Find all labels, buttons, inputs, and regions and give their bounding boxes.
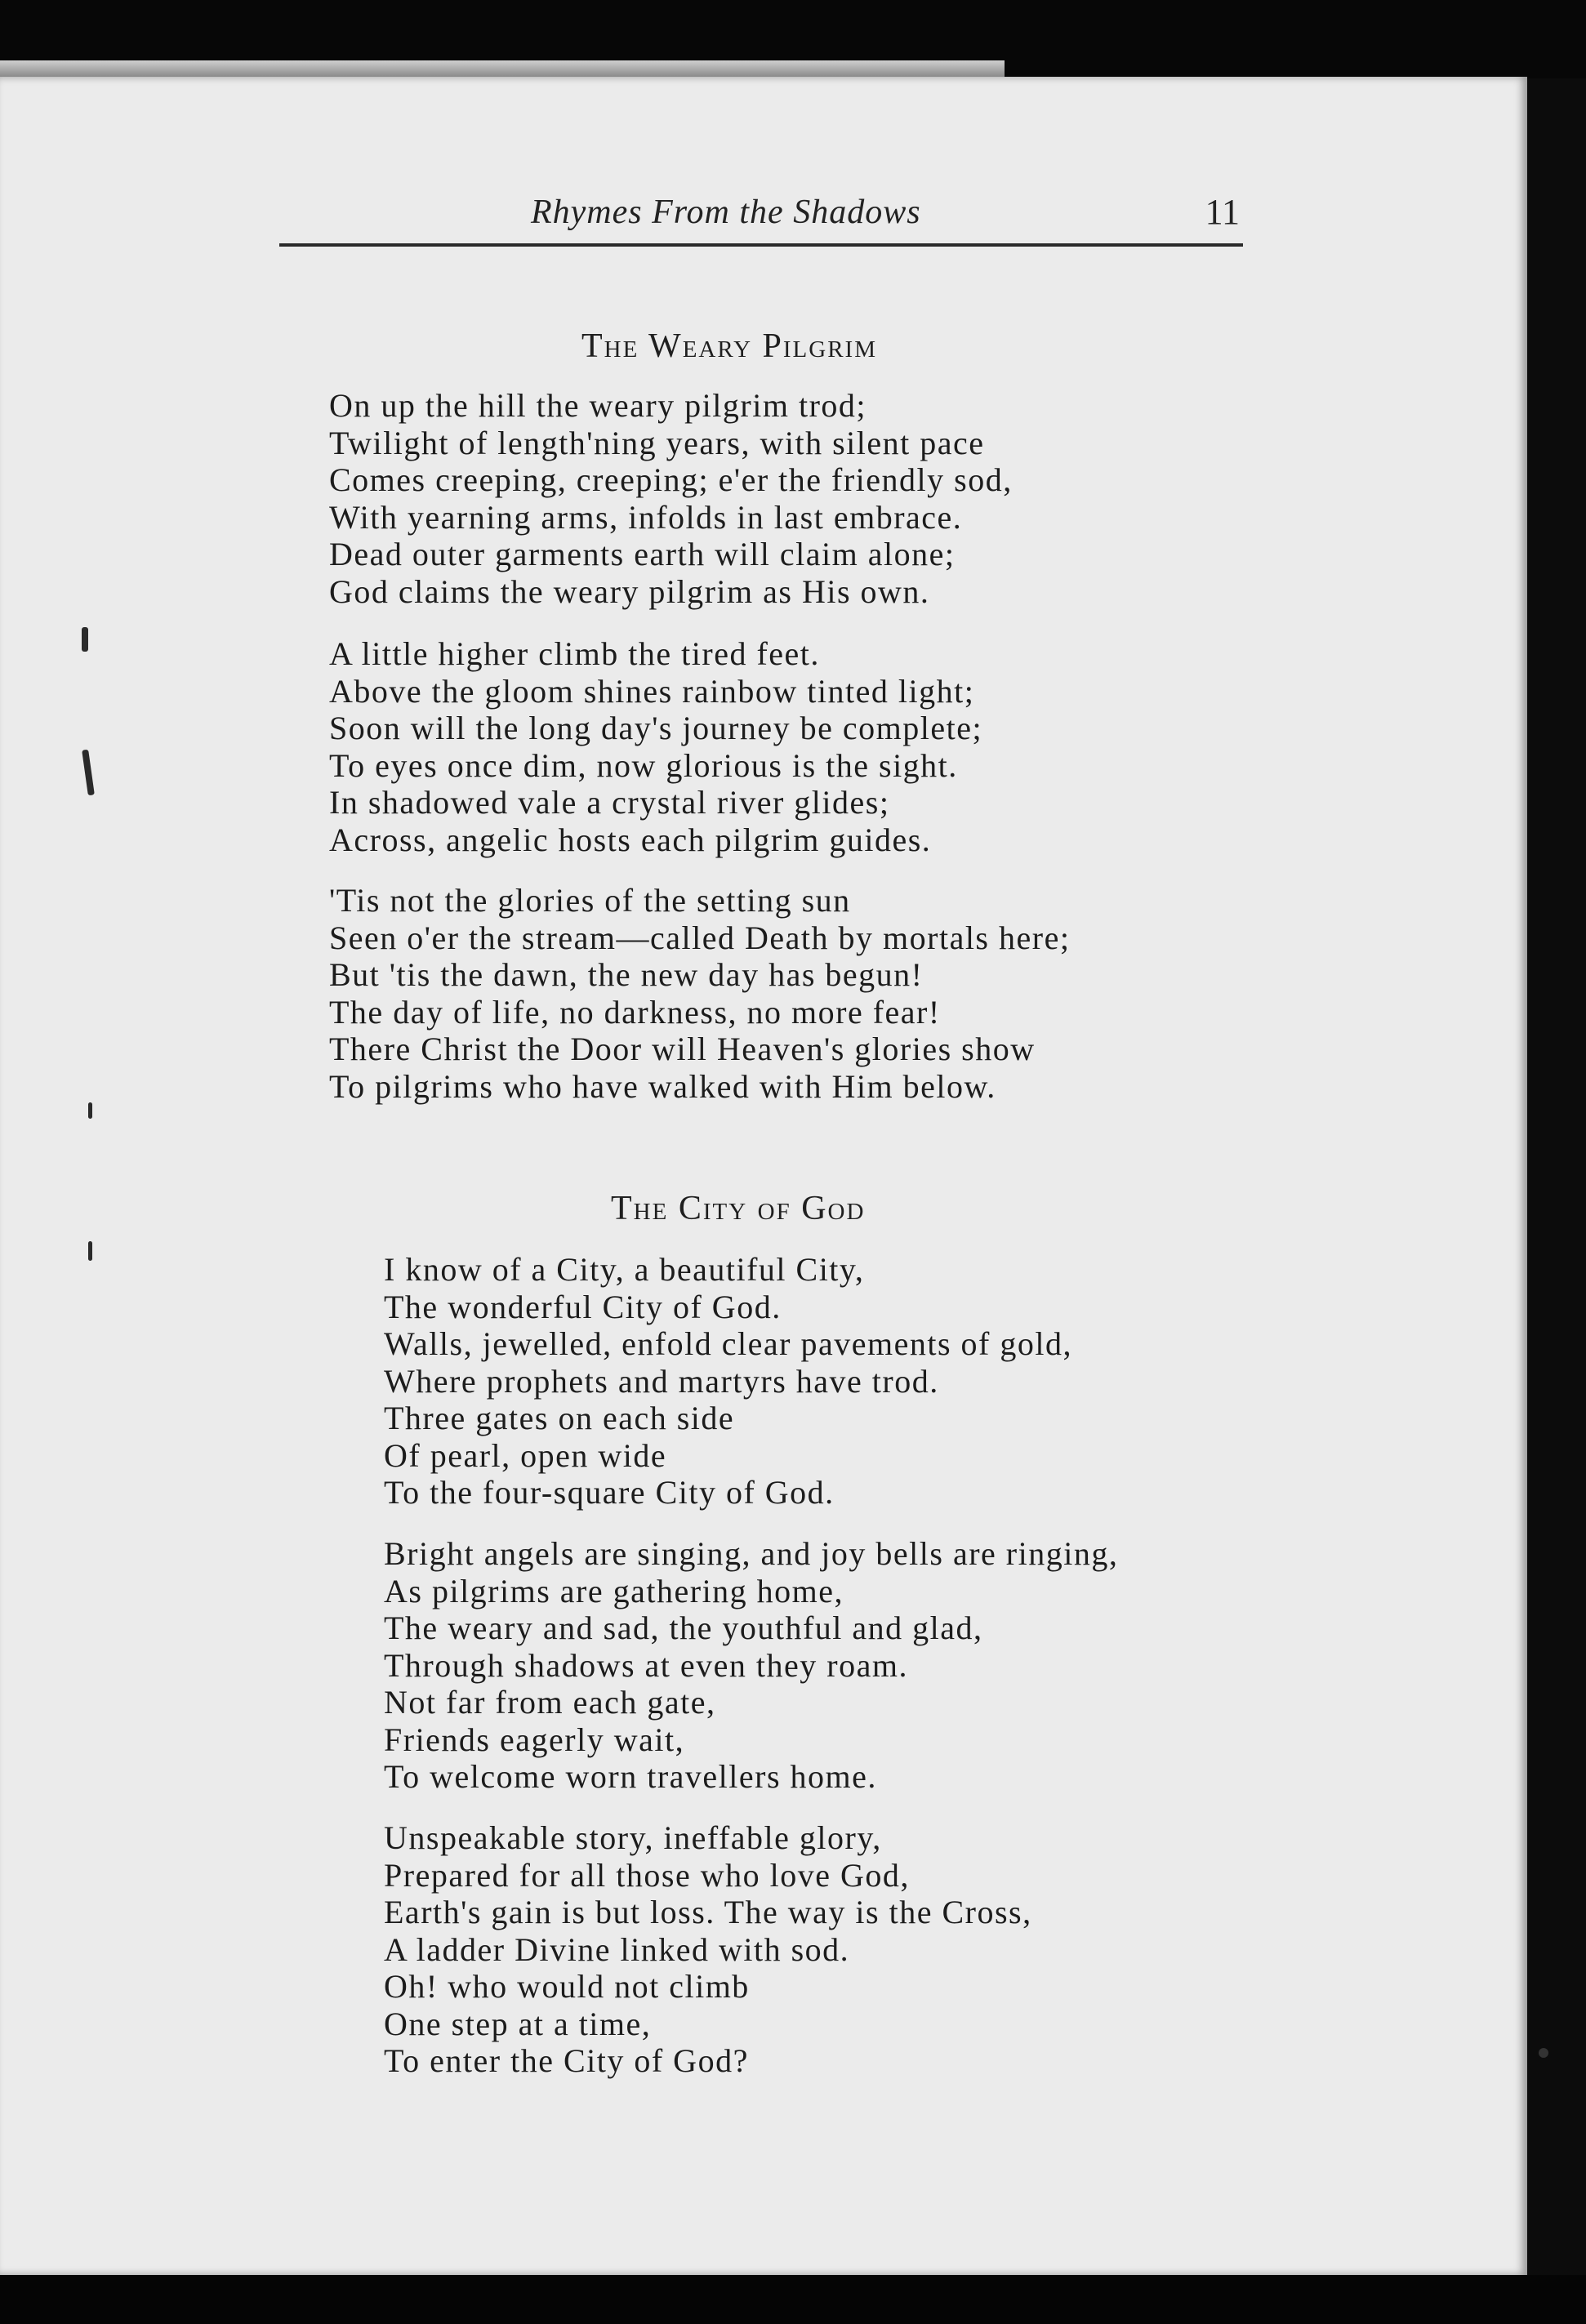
poem-line: Not far from each gate,	[384, 1684, 716, 1721]
poem-line: There Christ the Door will Heaven's glories show	[329, 1031, 1036, 1067]
poem-line: Earth's gain is but loss. The way is the Cross,	[384, 1894, 1032, 1930]
stanza	[329, 635, 982, 858]
stanza	[329, 882, 1070, 1105]
poem-title-weary-pilgrim: The Weary Pilgrim	[581, 327, 877, 365]
poem-line: Walls, jewelled, enfold clear pavements of gold,	[384, 1325, 1072, 1362]
poem-line: But 'tis the dawn, the new day has begun!	[329, 956, 924, 993]
poem-line: One step at a time,	[384, 2005, 652, 2042]
poem-line: Friends eagerly wait,	[384, 1721, 685, 1758]
poem-line: God claims the weary pilgrim as His own.	[329, 572, 930, 610]
poem-line: Prepared for all those who love God,	[384, 1856, 910, 1894]
poem-line: To eyes once dim, now glorious is the sight.	[329, 746, 958, 784]
scan-speck	[1539, 2048, 1548, 2058]
scan-speck	[88, 1241, 92, 1261]
stanza	[329, 387, 1013, 610]
poem-line: Above the gloom shines rainbow tinted light;	[329, 672, 975, 710]
poem-line: Unspeakable story, ineffable glory,	[384, 1819, 882, 1856]
poem-line: On up the hill the weary pilgrim trod;	[329, 387, 867, 424]
poem-line: Twilight of length'ning years, with silent pace	[329, 424, 985, 461]
poem-line: I know of a City, a beautiful City,	[384, 1251, 865, 1288]
poem-line: Comes creeping, creeping; e'er the friendly sod,	[329, 461, 1013, 498]
poem-line: A ladder Divine linked with sod.	[384, 1930, 850, 1968]
poem-line: Oh! who would not climb	[384, 1968, 750, 2005]
poem-line: Dead outer garments earth will claim alone;	[329, 536, 956, 572]
poem-line: The wonderful City of God.	[384, 1288, 782, 1325]
poem-line: To welcome worn travellers home.	[384, 1758, 877, 1795]
page-number: 11	[1205, 192, 1240, 232]
scan-bottom-border	[0, 2275, 1586, 2324]
poem-line: 'Tis not the glories of the setting sun	[329, 882, 851, 919]
poem-line: In shadowed vale a crystal river glides;	[329, 784, 890, 821]
poem-line: Where prophets and martyrs have trod.	[384, 1362, 939, 1400]
poem-line: As pilgrims are gathering home,	[384, 1572, 844, 1609]
poem-line: The weary and sad, the youthful and glad,	[384, 1609, 983, 1646]
poem-line: Across, angelic hosts each pilgrim guides.	[329, 821, 932, 858]
poem-line: A little higher climb the tired feet.	[329, 635, 820, 672]
poem-line: Through shadows at even they roam.	[384, 1646, 908, 1684]
poem-line: To enter the City of God?	[384, 2042, 749, 2079]
poem-line: To pilgrims who have walked with Him below.	[329, 1067, 996, 1105]
scan-speck	[82, 627, 88, 652]
poem-title-city-of-god: The City of God	[611, 1190, 866, 1227]
poem-line: The day of life, no darkness, no more fear!	[329, 993, 941, 1031]
scan-facing-page-edge	[0, 60, 1005, 77]
scan-speck	[88, 1102, 92, 1119]
poem-line: Of pearl, open wide	[384, 1436, 667, 1474]
running-title: Rhymes From the Shadows	[531, 194, 921, 231]
poem-line: Seen o'er the stream—called Death by mortals here;	[329, 919, 1071, 956]
stanza	[384, 1535, 1118, 1796]
stanza	[384, 1251, 1072, 1511]
poem-line: Soon will the long day's journey be complete;	[329, 710, 983, 746]
poem-line: Three gates on each side	[384, 1400, 735, 1436]
poem-line: Bright angels are singing, and joy bells are ringing,	[384, 1535, 1119, 1572]
poem-line: To the four-square City of God.	[384, 1474, 835, 1511]
stanza	[384, 1819, 1032, 2080]
poem-line: With yearning arms, infolds in last embrace.	[329, 498, 963, 536]
running-header	[279, 193, 1243, 247]
